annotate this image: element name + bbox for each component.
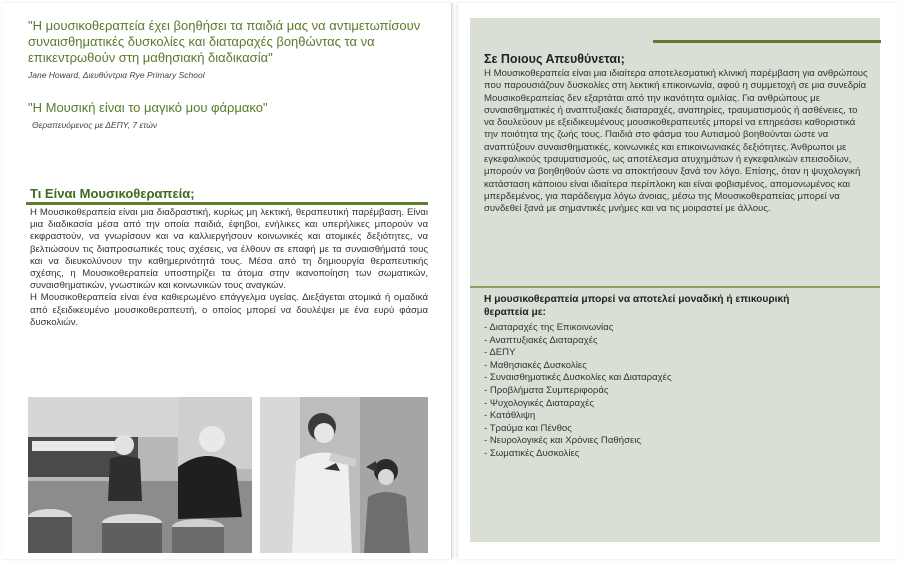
therapy-list bbox=[484, 322, 672, 461]
list-item: - Σωματικές Δυσκολίες bbox=[484, 448, 672, 461]
list-item: - Κατάθλιψη bbox=[484, 410, 672, 423]
therapy-list-heading: Η μουσικοθεραπεία μπορεί να αποτελεί μοναδική ή επικουρική θεραπεία με: bbox=[484, 294, 790, 318]
list-item: - ΔΕΠΥ bbox=[484, 347, 672, 360]
list-item: - Τραύμα και Πένθος bbox=[484, 423, 672, 436]
list-item: - Διαταραχές της Επικοινωνίας bbox=[484, 322, 672, 335]
testimonial-author: Jane Howard, Διευθύντρια Rye Primary School bbox=[28, 70, 205, 80]
list-item: - Συναισθηματικές Δυσκολίες και Διαταραχές bbox=[484, 372, 672, 385]
testimonial-author: Θεραπευόμενος με ΔΕΠΥ, 7 ετών bbox=[32, 120, 158, 130]
section-divider bbox=[653, 40, 881, 43]
testimonial-2 bbox=[28, 100, 428, 130]
what-is-body bbox=[30, 207, 428, 329]
who-for-body: Η Μουσικοθεραπεία είναι μια ιδιαίτερα αποτελεσματική κλινική παρέμβαση για ανθρώπους που παρουσιάζουν δυσκολίες στη λεκτική επικοινωνία, αφού η συμμετοχή σε μια συνεδρία Μουσικοθεραπείας δεν εξαρτάται από την ικανότητα ομιλίας. Για ανθρώπους με συναισθηματικές ή αναπτυξιακές διαταραχές, αναπηρίες, τραυματισμούς ή ασθένειες, το να δουλεύουν με εξειδικευμένους μουσικοθεραπευτές μπορεί να επηρεάσει καθοριστικά την ποιότητα της ζωής τους. Παιδιά στο φάσμα του Αυτισμού βοηθούνται ώστε να αναπτύξουν συναισθηματικές, κοινωνικές και επικοινωνιακές δεξιότητες. Άνθρωποι με εγκεφαλικούς τραυματισμούς, ως αποτέλεσμα ατυχημάτων ή εγκεφαλικών επεισοδίων, μπορούν να βοηθηθούν ώστε να αποκτήσουν ξανά τον λόγο. Επίσης, όταν η ψυχολογική κατάσταση κάποιου είναι ιδιαίτερα περίπλοκη και είναι φοβισμένος, απομονωμένος και μπερδεμένος, για παράδειγμα λόγω άνοιας, μέσω της Μουσικοθεραπείας μπορεί να συνδεθεί ξανά με σημαντικές μνήμες και να τις μοιραστεί με άλλους. bbox=[484, 68, 868, 215]
photo-therapist-with-child bbox=[260, 397, 428, 553]
paragraph: Η Μουσικοθεραπεία είναι ένα καθιερωμένο επάγγελμα υγείας. Διεξάγεται ατομικά ή ομαδικά από εξειδικευμένο μουσικοθεραπευτή, ο οποίος μπορεί να δουλέψει με ένα ευρύ φάσμα δυσκολιών. bbox=[30, 292, 428, 328]
testimonial-quote: "Η Μουσική είναι το μαγικό μου φάρμακο" bbox=[28, 100, 268, 115]
list-item: - Ψυχολογικές Διαταραχές bbox=[484, 398, 672, 411]
photo-children-drums bbox=[28, 397, 252, 553]
testimonial-1 bbox=[28, 18, 428, 80]
list-item: - Αναπτυξιακές Διαταραχές bbox=[484, 335, 672, 348]
list-item: - Νευρολογικές και Χρόνιες Παθήσεις bbox=[484, 435, 672, 448]
who-for-title: Σε Ποιους Απευθύνεται; bbox=[484, 52, 625, 66]
list-item: - Μαθησιακές Δυσκολίες bbox=[484, 360, 672, 373]
paragraph: Η Μουσικοθεραπεία είναι μια διαδραστική, κυρίως μη λεκτική, θεραπευτική παρέμβαση. Είναι μια διαδικασία μέσα από την οποία παιδιά, έφηβοι, ενήλικες και υπερήλικες μπορούν να εκφραστούν, να γνωρίσουν και να καλλιεργήσουν κοινωνικές και ατομικές δεξιότητες, να βελτιώσουν τις διαπροσωπικές τους σχέσεις, να έλθουν σε επαφή με τα συναισθήματά τους και να διευκολύνουν την καθημερινότητά τους. Μέσα από τη δημιουργία θεραπευτικής σχέσης, η Μουσικοθεραπεία υποστηρίζει τα άτομα στην ικανοποίηση των σωματικών, συναισθηματικών, γνωστικών και κοινωνικών τους αναγκών. bbox=[30, 207, 428, 292]
list-item: - Προβλήματα Συμπεριφοράς bbox=[484, 385, 672, 398]
testimonial-quote: "Η μουσικοθεραπεία έχει βοηθήσει τα παιδιά μας να αντιμετωπίσουν συναισθηματικές δυσκολίες και διαταραχές βοηθώντας τα να επικεντρωθούν στη μαθησιακή διαδικασία" bbox=[28, 18, 421, 65]
list-divider bbox=[470, 286, 880, 288]
testimonials bbox=[28, 18, 428, 130]
what-is-title: Τι Είναι Μουσικοθεραπεία; bbox=[30, 186, 195, 201]
section-divider bbox=[26, 202, 428, 205]
